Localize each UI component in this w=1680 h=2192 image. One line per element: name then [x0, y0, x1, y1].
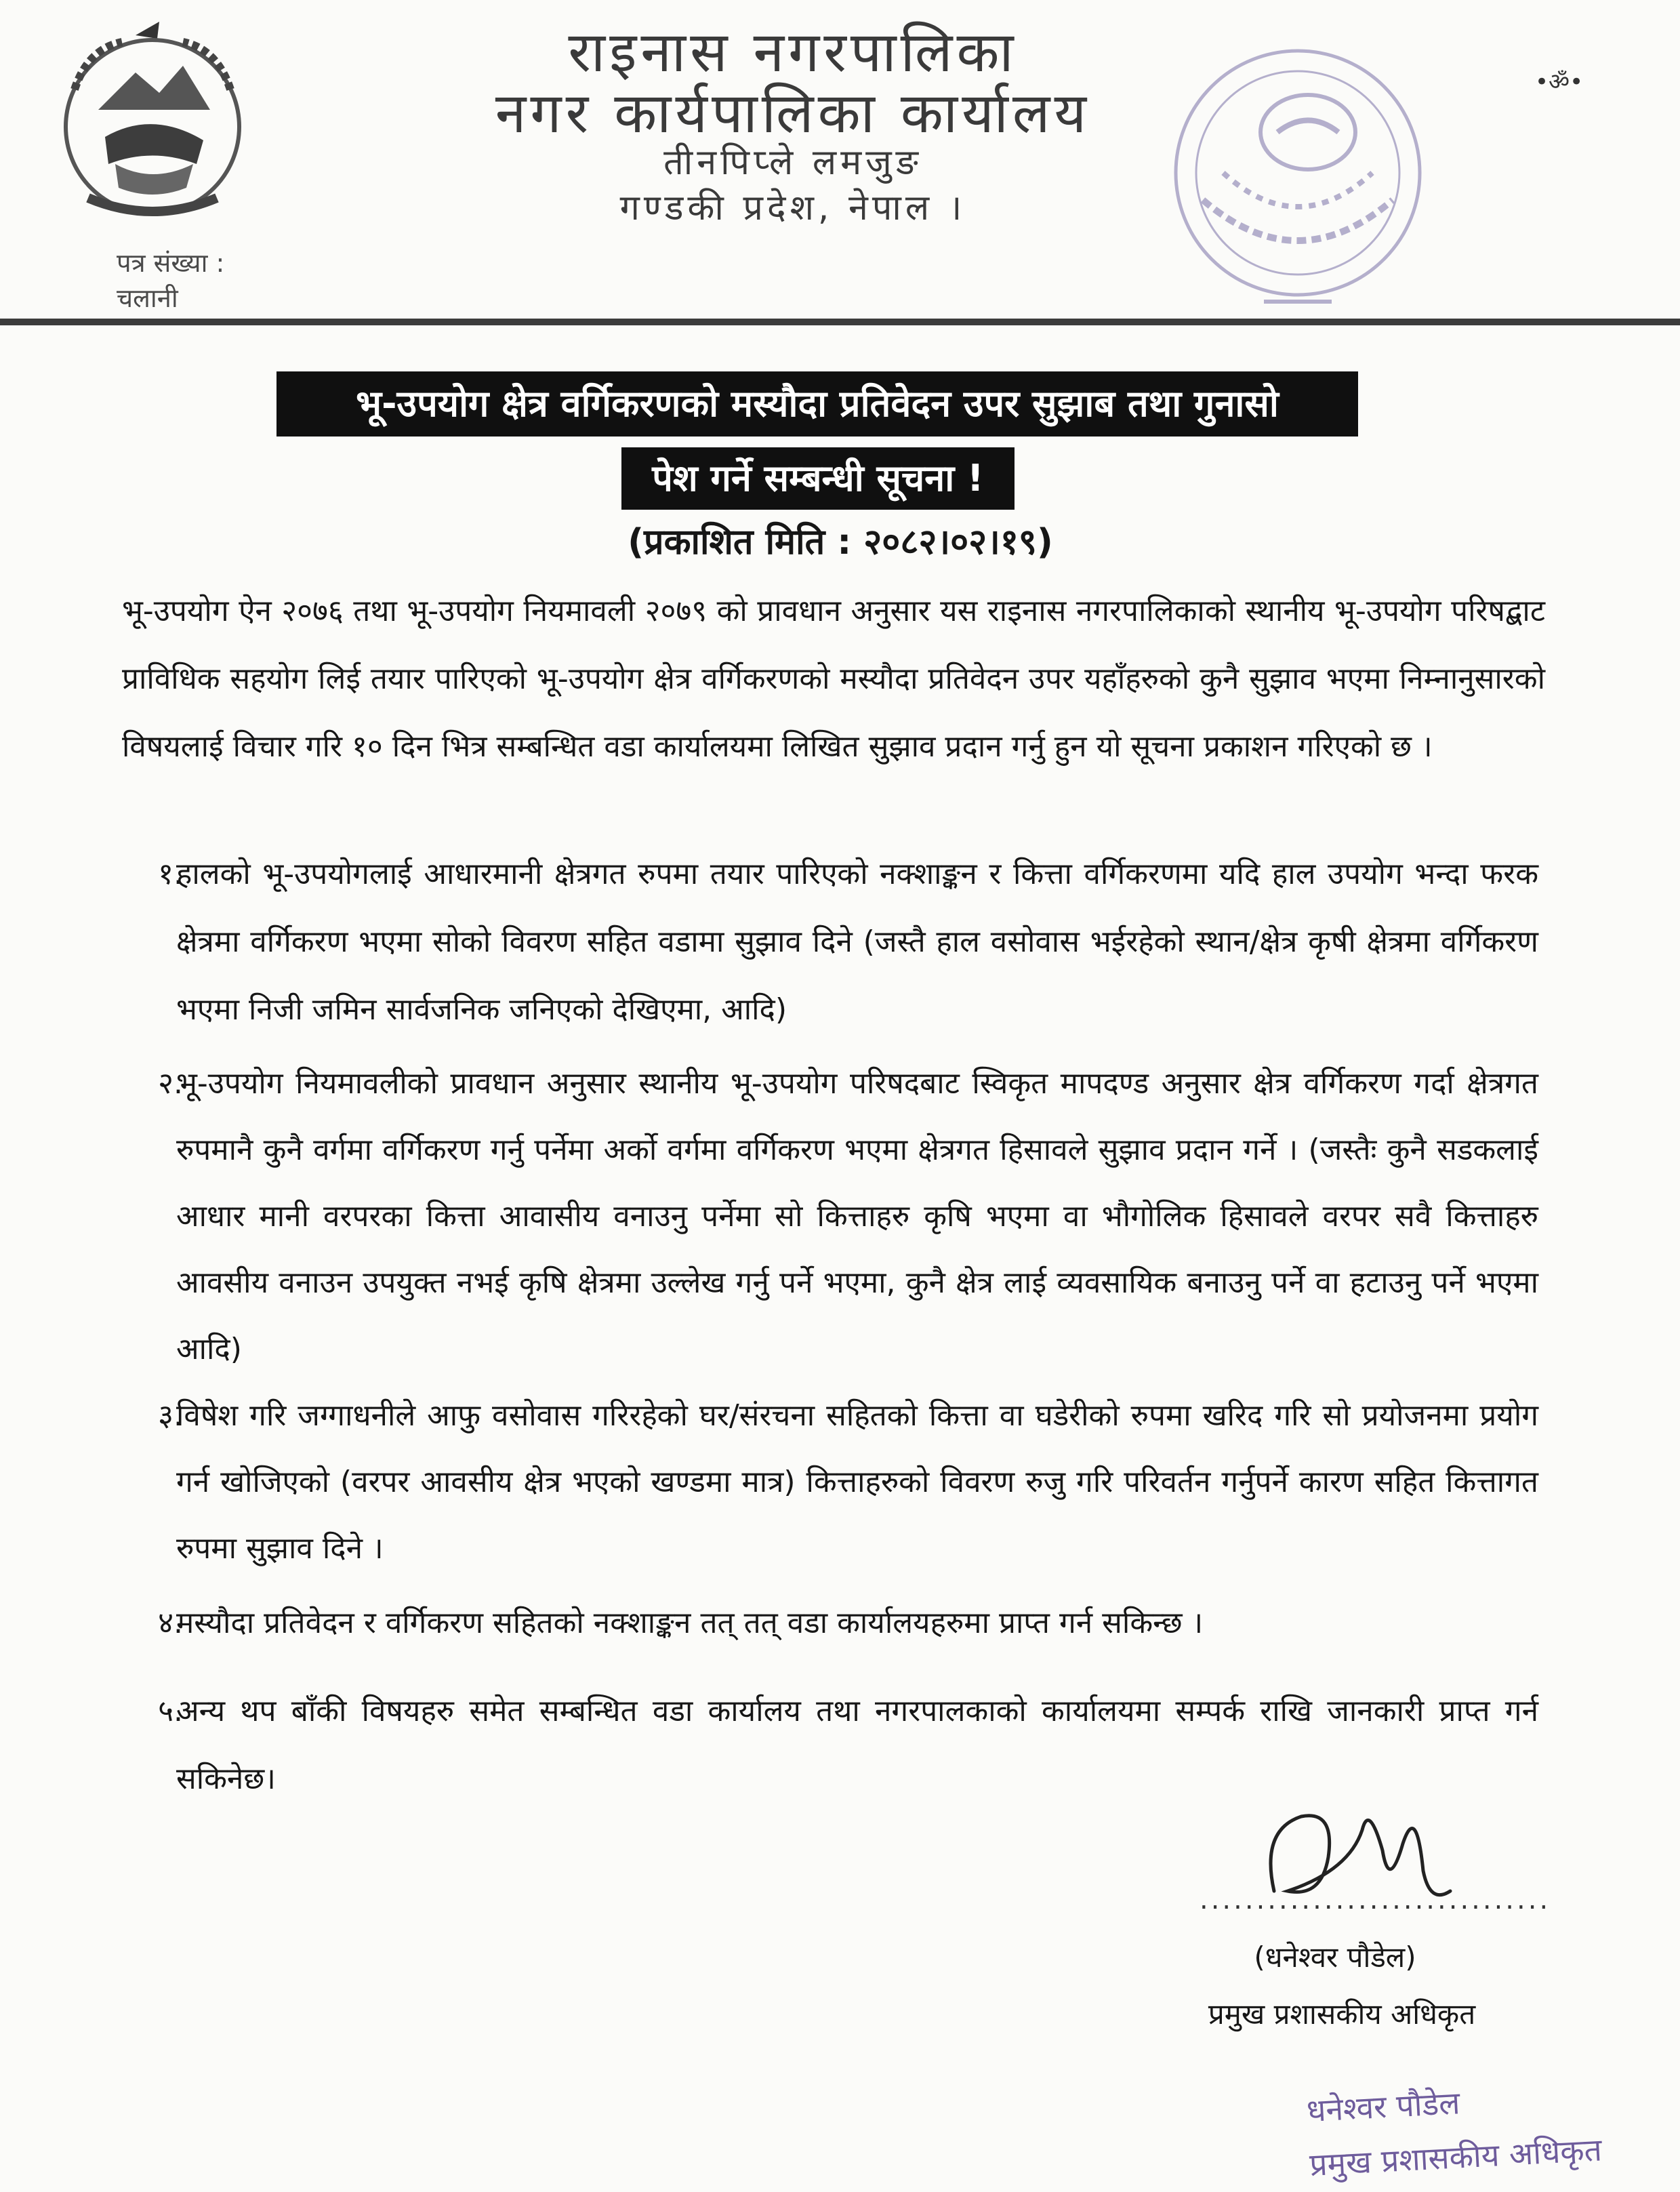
list-item-number: ४. — [158, 1606, 183, 1640]
letter-number-label: पत्र संख्या : — [117, 248, 225, 278]
office-sub-name: नगर कार्यपालिका कार्यालय — [495, 81, 1091, 146]
list-item-number: १. — [158, 857, 183, 891]
office-province: गण्डकी प्रदेश, नेपाल । — [619, 188, 966, 228]
signatory-name: (धनेश्वर पौडेल) — [1254, 1941, 1416, 1974]
list-item-text: अन्य थप बाँकी विषयहरु समेत सम्बन्धित वडा कार्यालय तथा नगरपालकाको कार्यालयमा सम्पर्क राखि जानकारी प्राप्त गर्न सकिनेछ। — [176, 1694, 1538, 1796]
signatory-designation: प्रमुख प्रशासकीय अधिकृत — [1208, 1997, 1476, 2031]
list-item-text: विषेश गरि जग्गाधनीले आफु वसोवास गरिरहेको घर/संरचना सहितको कित्ता वा घडेरीको रुपमा खरिद गरि सो प्रयोजनमा प्रयोग गर्न खोजिएको (वरपर आवसीय क्षेत्र भएको खण्डमा मात्र) कित्ताहरुको विवरण रुजु गरि परिवर्तन गर्नुपर्ने कारण सहित कित्तागत रुपमा सुझाव दिने । — [176, 1398, 1538, 1566]
stamp-designation: प्रमुख प्रशासकीय अधिकृत — [1308, 2131, 1603, 2183]
notice-title-line2: पेश गर्ने सम्बन्धी सूचना ! — [621, 447, 1015, 510]
list-item-number: ५. — [158, 1694, 183, 1728]
name-stamp — [1305, 2067, 1622, 2192]
intro-paragraph: भू-उपयोग ऐन २०७६ तथा भू-उपयोग नियमावली २०७९ को प्रावधान अनुसार यस राइनास नगरपालिकाको स्थानीय भू-उपयोग परिषद्बाट प्राविधिक सहयोग लिई तयार पारिएको भू-उपयोग क्षेत्र वर्गिकरणको मस्यौदा प्रतिवेदन उपर यहाँहरुको कुनै सुझाव भएमा निम्नानुसारको विषयलाई विचार गरि १० दिन भित्र सम्बन्धित वडा कार्यालयमा लिखित सुझाव प्रदान गर्नु हुन यो सूचना प्रकाशन गरिएको छ । — [122, 594, 1545, 764]
list-item-number: ३. — [158, 1398, 183, 1433]
corner-mark: •ॐ• — [1535, 68, 1584, 96]
signature-line: ............................... — [1200, 1884, 1551, 1915]
stamp-name: धनेश्वर पौडेल — [1305, 2084, 1461, 2130]
list-item-text: मस्यौदा प्रतिवेदन र वर्गिकरण सहितको नक्शाङ्कन तत् तत् वडा कार्यालयहरुमा प्राप्त गर्न सकिन्छ । — [176, 1606, 1204, 1640]
nepal-emblem-icon — [41, 8, 264, 225]
list-item-number: २. — [158, 1066, 183, 1101]
header-divider — [0, 319, 1680, 325]
notice-title-line1: भू-उपयोग क्षेत्र वर्गिकरणको मस्यौदा प्रतिवेदन उपर सुझाब तथा गुनासो — [276, 371, 1358, 437]
office-name: राइनास नगरपालिका — [568, 20, 1018, 85]
letter-ref-block — [117, 245, 224, 316]
list-item-text: भू-उपयोग नियमावलीको प्रावधान अनुसार स्थानीय भू-उपयोग परिषदबाट स्विकृत मापदण्ड अनुसार क्षेत्र वर्गिकरण गर्दा क्षेत्रगत रुपमानै कुनै वर्गमा वर्गिकरण गर्नु पर्नेमा अर्को वर्गमा वर्गिकरण भएमा क्षेत्रगत हिसावले सुझाव प्रदान गर्ने । (जस्तैः कुनै सडकलाई आधार मानी वरपरका कित्ता आवासीय वनाउनु पर्नेमा सो कित्ताहरु कृषि भएमा वा भौगोलिक हिसावले वरपर सवै कित्ताहरु आवसीय वनाउन उपयुक्त नभई कृषि क्षेत्रमा उल्लेख गर्नु पर्ने भएमा, कुनै क्षेत्र लाई व्यवसायिक बनाउनु पर्ने वा हटाउनु पर्ने भएमा आदि) — [176, 1066, 1538, 1366]
dispatch-label: चलानी — [117, 283, 178, 313]
published-date: (प्रकाशित मिति : २०८२।०२।१९) — [628, 522, 1053, 563]
office-location: तीनपिप्ले लमजुङ — [663, 142, 922, 183]
list-item-text: हालको भू-उपयोगलाई आधारमानी क्षेत्रगत रुपमा तयार पारिएको नक्शाङ्कन र कित्ता वर्गिकरणमा यदि हाल उपयोग भन्दा फरक क्षेत्रमा वर्गिकरण भएमा सोको विवरण सहित वडामा सुझाव दिने (जस्तै हाल वसोवास भईरहेको स्थान/क्षेत्र कृषी क्षेत्रमा वर्गिकरण भएमा निजी जमिन सार्वजनिक जनिएको देखिएमा, आदि) — [176, 857, 1538, 1027]
municipality-seal-icon — [1162, 37, 1433, 329]
